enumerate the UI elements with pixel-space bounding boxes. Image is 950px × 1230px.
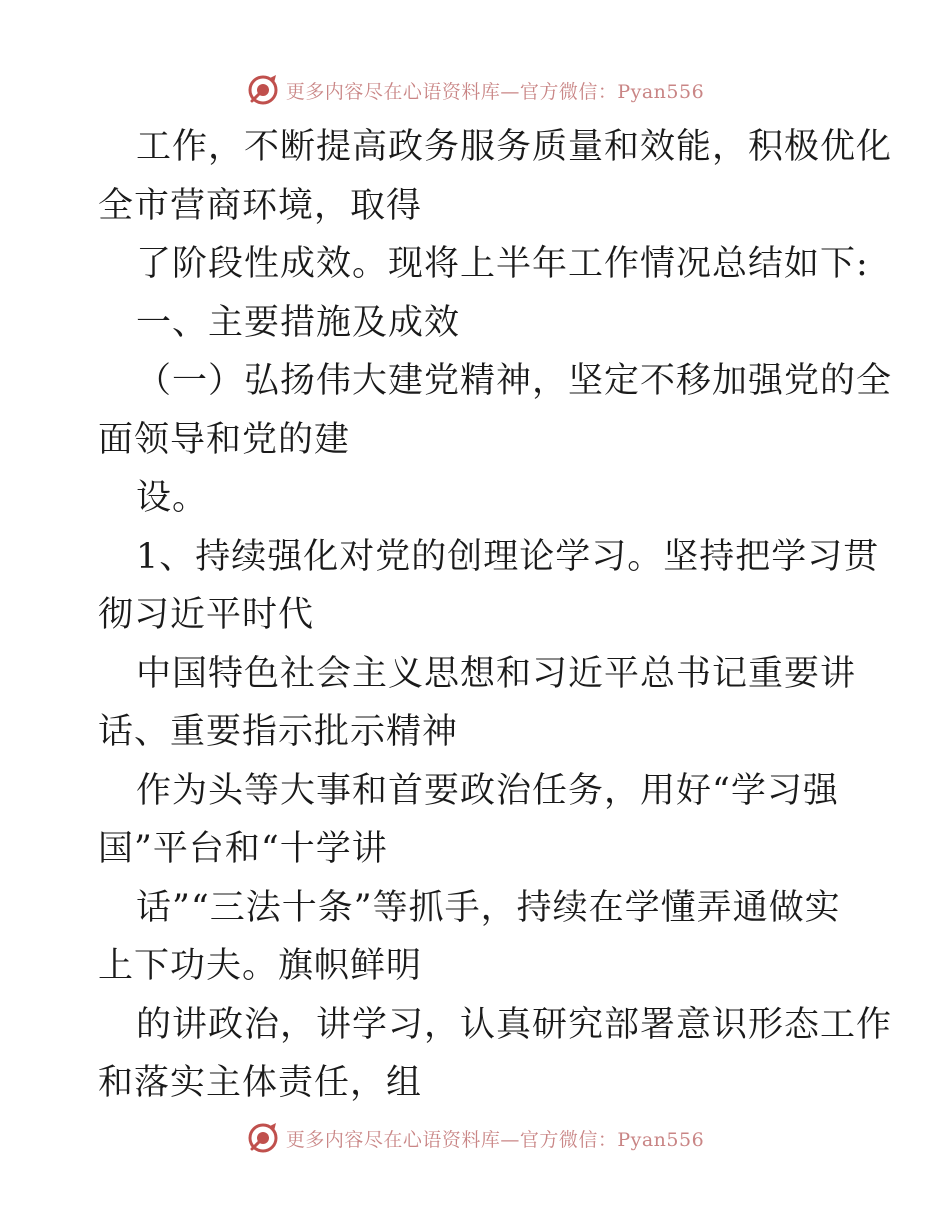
text-line: 彻习近平时代 [98, 595, 315, 635]
text-line: 和落实主体责任，组 [98, 1063, 423, 1103]
logo-icon [246, 73, 280, 107]
text-line: 作为头等大事和首要政治任务，用好“学习强 [136, 770, 839, 811]
banner-text: 更多内容尽在心语资料库—官方微信：Pyan556 [285, 1128, 705, 1151]
logo-icon [246, 1121, 280, 1155]
text-line: 中国特色社会主义思想和习近平总书记重要讲 [136, 653, 857, 694]
text-line: 上下功夫。旗帜鲜明 [98, 946, 423, 986]
banner-text: 更多内容尽在心语资料库—官方微信：Pyan556 [285, 80, 705, 103]
header-watermark-banner [0, 70, 950, 110]
document-body [98, 118, 898, 1113]
text-line: 话、重要指示批示精神 [98, 712, 459, 752]
text-line: 了阶段性成效。现将上半年工作情况总结如下: [136, 244, 869, 284]
text-line: 面领导和党的建 [98, 419, 351, 460]
text-line: 一、主要措施及成效 [136, 302, 461, 343]
text-line: 的讲政治，讲学习，认真研究部署意识形态工作 [136, 1004, 893, 1045]
text-line: 1、持续强化对党的创理论学习。坚持把学习贯 [136, 536, 880, 577]
text-line: 国”平台和“十学讲 [98, 829, 388, 869]
text-line: 话”“三法十条”等抓手，持续在学懂弄通做实 [136, 887, 841, 928]
text-line: 工作，不断提高政务服务质量和效能，积极优化 [136, 127, 893, 167]
text-line: 设。 [136, 478, 209, 518]
footer-watermark-banner [0, 1118, 950, 1158]
text-line: （一）弘扬伟大建党精神，坚定不移加强党的全 [136, 361, 893, 401]
text-line: 全市营商环境，取得 [98, 185, 423, 226]
